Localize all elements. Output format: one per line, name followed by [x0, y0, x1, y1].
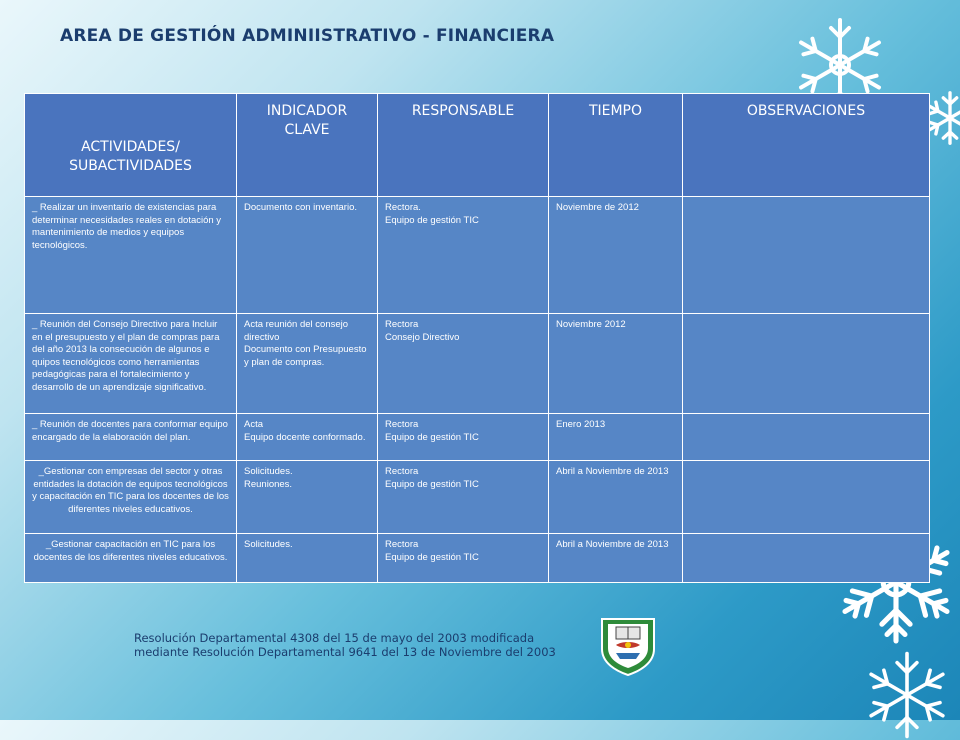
- observations-cell: [683, 197, 930, 314]
- activity-cell: _ Reunión de docentes para conformar equipo encargado de la elaboración del plan.: [25, 414, 237, 461]
- indicator-cell: Documento con inventario.: [237, 197, 378, 314]
- header-indicador: INDICADOR CLAVE: [237, 94, 378, 197]
- activity-cell: _ Reunión del Consejo Directivo para Incluir en el presupuesto y el plan de compras para del año 2013 la consecución de algunos e quipos tecnológicos como herramientas pedagógicas para el fortalecimiento y desarrollo de un aprendizaje significativo.: [25, 314, 237, 414]
- table-header-row: [25, 94, 930, 197]
- time-cell: Noviembre de 2012: [549, 197, 683, 314]
- indicator-cell: Acta Equipo docente conformado.: [237, 414, 378, 461]
- observations-cell: [683, 314, 930, 414]
- time-cell: Abril a Noviembre de 2013: [549, 461, 683, 534]
- page-title: AREA DE GESTIÓN ADMINIISTRATIVO - FINANCIERA: [60, 26, 555, 46]
- activity-cell: _Gestionar capacitación en TIC para los docentes de los diferentes niveles educativos.: [25, 534, 237, 583]
- responsible-cell: Rectora Equipo de gestión TIC: [378, 534, 549, 583]
- responsible-cell: Rectora Consejo Directivo: [378, 314, 549, 414]
- indicator-cell: Solicitudes.: [237, 534, 378, 583]
- footer-line-2: mediante Resolución Departamental 9641 del 13 de Noviembre del 2003: [134, 645, 556, 659]
- footer-resolution: [134, 631, 556, 659]
- activity-cell: _ Realizar un inventario de existencias para determinar necesidades reales en dotación y mantenimiento de medios y equipos tecnológicos.: [25, 197, 237, 314]
- header-actividades: ACTIVIDADES/ SUBACTIVIDADES: [25, 94, 237, 197]
- observations-cell: [683, 414, 930, 461]
- table-row: [25, 314, 930, 414]
- school-crest-icon: [596, 613, 660, 677]
- footer-line-1: Resolución Departamental 4308 del 15 de mayo del 2003 modificada: [134, 631, 535, 645]
- table-row: [25, 534, 930, 583]
- indicator-cell: Solicitudes. Reuniones.: [237, 461, 378, 534]
- snowflake-icon: [862, 650, 952, 740]
- table-row: [25, 461, 930, 534]
- responsible-cell: Rectora. Equipo de gestión TIC: [378, 197, 549, 314]
- responsible-cell: Rectora Equipo de gestión TIC: [378, 461, 549, 534]
- activities-table: [24, 93, 930, 583]
- header-observaciones: OBSERVACIONES: [683, 94, 930, 197]
- observations-cell: [683, 461, 930, 534]
- table-row: [25, 197, 930, 314]
- responsible-cell: Rectora Equipo de gestión TIC: [378, 414, 549, 461]
- table-row: [25, 414, 930, 461]
- time-cell: Enero 2013: [549, 414, 683, 461]
- indicator-cell: Acta reunión del consejo directivo Documento con Presupuesto y plan de compras.: [237, 314, 378, 414]
- header-tiempo: TIEMPO: [549, 94, 683, 197]
- time-cell: Abril a Noviembre de 2013: [549, 534, 683, 583]
- header-responsable: RESPONSABLE: [378, 94, 549, 197]
- time-cell: Noviembre 2012: [549, 314, 683, 414]
- observations-cell: [683, 534, 930, 583]
- activity-cell: _Gestionar con empresas del sector y otras entidades la dotación de equipos tecnológicos y capacitación en TIC para los docentes de los diferentes niveles educativos.: [25, 461, 237, 534]
